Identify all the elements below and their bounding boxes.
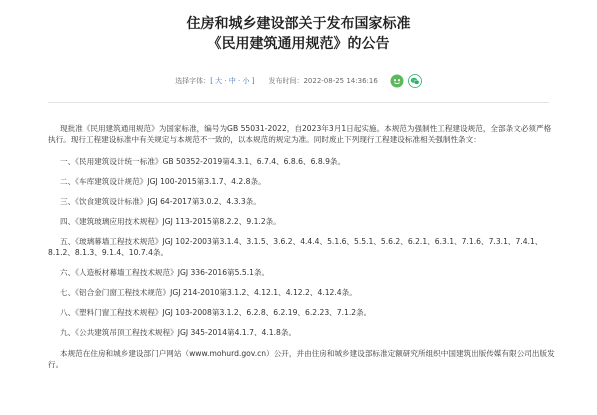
list-item: 四、《建筑玻璃应用技术规程》JGJ 113-2015第8.2.2、9.1.2条。 (60, 217, 281, 226)
article-meta (60, 70, 537, 92)
list-item: 六、《人造板材幕墙工程技术规范》JGJ 336-2016第5.5.1条。 (60, 268, 270, 277)
font-size-label: 选择字体： (175, 77, 211, 85)
list-item: 二、《车库建筑设计规范》JGJ 100-2015第3.1.7、4.2.8条。 (60, 177, 266, 186)
page-title-line-1: 住房和城乡建设部关于发布国家标准 (186, 16, 411, 32)
list-item: 八、《塑料门窗工程技术规程》JGJ 103-2008第3.1.2、6.2.8、6.2.19、6.2.23、7.1.2条。 (60, 308, 372, 317)
list-item: 三、《饮食建筑设计标准》JGJ 64-2017第3.0.2、4.3.3条。 (60, 197, 261, 206)
article-body (48, 123, 557, 370)
list-item: 一、《民用建筑设计统一标准》GB 50352-2019第4.3.1、6.7.4、6.8.6、6.8.9条。 (60, 157, 346, 166)
closing-paragraph: 本规范在住房和城乡建设部门户网站（www.mohurd.gov.cn）公开，并由住房和城乡建设部标准定额研究所组织中国建筑出版传媒有限公司出版发行。 (48, 349, 555, 369)
header-divider (48, 102, 549, 103)
list-item: 九、《公共建筑吊顶工程技术规程》JGJ 345-2014第4.1.7、4.1.8条。 (60, 328, 297, 337)
font-size-selector (175, 76, 254, 86)
page-title-line-2: 《民用建筑通用规范》的公告 (207, 36, 390, 52)
wechat-icon[interactable] (408, 74, 422, 88)
font-size-options[interactable]: [ 大 · 中 · 小 ] (210, 77, 255, 85)
list-item: 五、《玻璃幕墙工程技术规范》JGJ 102-2003第3.1.4、3.1.5、3.6.2、4.4.4、5.1.6、5.5.1、5.6.2、6.2.1、6.3.1、7.1.6、7.3.1、7.4.1、8.1.2、8.1.3、9.1.4、10.7.4条。 (48, 237, 543, 257)
publish-date: 发布时间：2022-08-25 14:36:16 (268, 77, 378, 85)
list-item: 七、《铝合金门窗工程技术规范》JGJ 214-2010第3.1.2、4.12.1、4.12.2、4.12.4条。 (60, 288, 357, 297)
share-green-icon[interactable] (390, 74, 404, 88)
share-buttons (390, 74, 422, 88)
intro-paragraph: 现批准《民用建筑通用规范》为国家标准，编号为GB 55031-2022，自2023年3月1日起实施。本规范为强制性工程建设规范，全部条文必须严格执行。现行工程建设标准中有关规定与本规范不一致的，以本规范的规定为准。同时废止下列现行工程建设标准相关强制性条文： (48, 124, 552, 144)
